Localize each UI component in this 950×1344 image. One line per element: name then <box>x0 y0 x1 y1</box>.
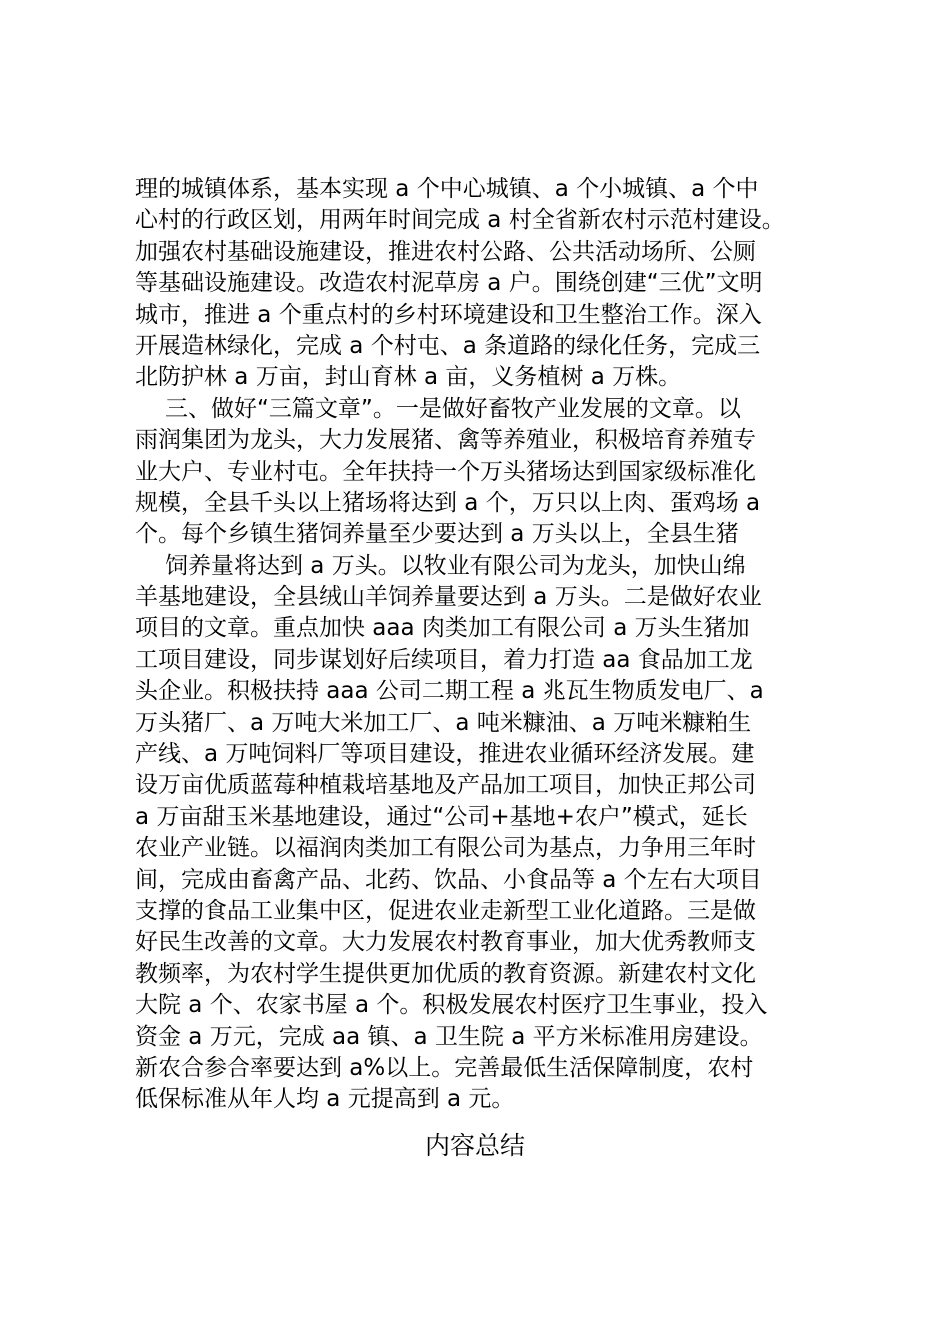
text-line: 间，完成由畜禽产品、北药、饮品、小食品等 a 个左右大项目 <box>135 866 762 893</box>
text-line: 城市，推进 a 个重点村的乡村环境建设和卫生整治工作。深入 <box>135 301 762 328</box>
text-line: 头企业。积极扶持 aaa 公司二期工程 a 兆瓦生物质发电厂、a <box>135 678 764 705</box>
text-line: 支撑的食品工业集中区，促进农业走新型工业化道路。三是做 <box>135 897 756 924</box>
text-line: 资金 a 万元，完成 aa 镇、a 卫生院 a 平方米标准用房建设。 <box>135 1023 763 1050</box>
text-line: 业大户、专业村屯。全年扶持一个万头猪场达到国家级标准化 <box>135 458 756 485</box>
text-line: 万头猪厂、a 万吨大米加工厂、a 吨米糠油、a 万吨米糠粕生 <box>135 709 752 736</box>
text-line: 大院 a 个、农家书屋 a 个。积极发展农村医疗卫生事业，投入 <box>135 992 768 1019</box>
text-line: 规模，全县千头以上猪场将达到 a 个，万只以上肉、蛋鸡场 a <box>135 489 761 516</box>
text-line: 开展造林绿化，完成 a 个村屯、a 条道路的绿化任务，完成三 <box>135 332 761 359</box>
text-line: 加强农村基础设施建设，推进农村公路、公共活动场所、公厕 <box>135 238 756 265</box>
text-line: 心村的行政区划，用两年时间完成 a 村全省新农村示范村建设。 <box>135 207 785 234</box>
text-line: 产线、a 万吨饲料厂等项目建设，推进农业循环经济发展。建 <box>135 741 755 768</box>
text-line: 个。每个乡镇生猪饲养量至少要达到 a 万头以上，全县生猪 <box>135 521 739 548</box>
text-line: a 万亩甜玉米基地建设，通过“公司+基地+农户”模式，延长 <box>135 803 748 830</box>
text-line: 农业产业链。以福润肉类加工有限公司为基点，力争用三年时 <box>135 835 756 862</box>
text-line: 设万亩优质蓝莓种植栽培基地及产品加工项目，加快正邦公司 <box>135 772 756 799</box>
text-line: 低保标准从年人均 a 元提高到 a 元。 <box>135 1086 515 1113</box>
text-line: 工项目建设，同步谋划好后续项目，着力打造 aa 食品加工龙 <box>135 646 753 673</box>
text-line: 教频率，为农村学生提供更加优质的教育资源。新建农村文化 <box>135 960 756 987</box>
text-line: 等基础设施建设。改造农村泥草房 a 户。围绕创建“三优”文明 <box>135 270 763 297</box>
text-line: 好民生改善的文章。大力发展农村教育事业，加大优秀教师支 <box>135 929 756 956</box>
text-line: 羊基地建设，全县绒山羊饲养量要达到 a 万头。二是做好农业 <box>135 584 762 611</box>
text-line: 北防护林 a 万亩，封山育林 a 亩，义务植树 a 万株。 <box>135 364 682 391</box>
summary-heading: 内容总结 <box>424 1131 525 1160</box>
text-line: 理的城镇体系，基本实现 a 个中心城镇、a 个小城镇、a 个中 <box>135 176 759 202</box>
text-line: 雨润集团为龙头，大力发展猪、禽等养殖业，积极培育养殖专 <box>135 427 756 454</box>
text-line: 新农合参合率要达到 a%以上。完善最低生活保障制度，农村 <box>135 1054 754 1081</box>
text-line: 饲养量将达到 a 万头。以牧业有限公司为龙头，加快山绵 <box>165 552 746 579</box>
text-line: 项目的文章。重点加快 aaa 肉类加工有限公司 a 万头生猪加 <box>135 615 750 642</box>
body-text <box>135 174 835 1116</box>
section-three-heading-line: 三、做好“三篇文章”。一是做好畜牧产业发展的文章。以 <box>165 395 741 422</box>
